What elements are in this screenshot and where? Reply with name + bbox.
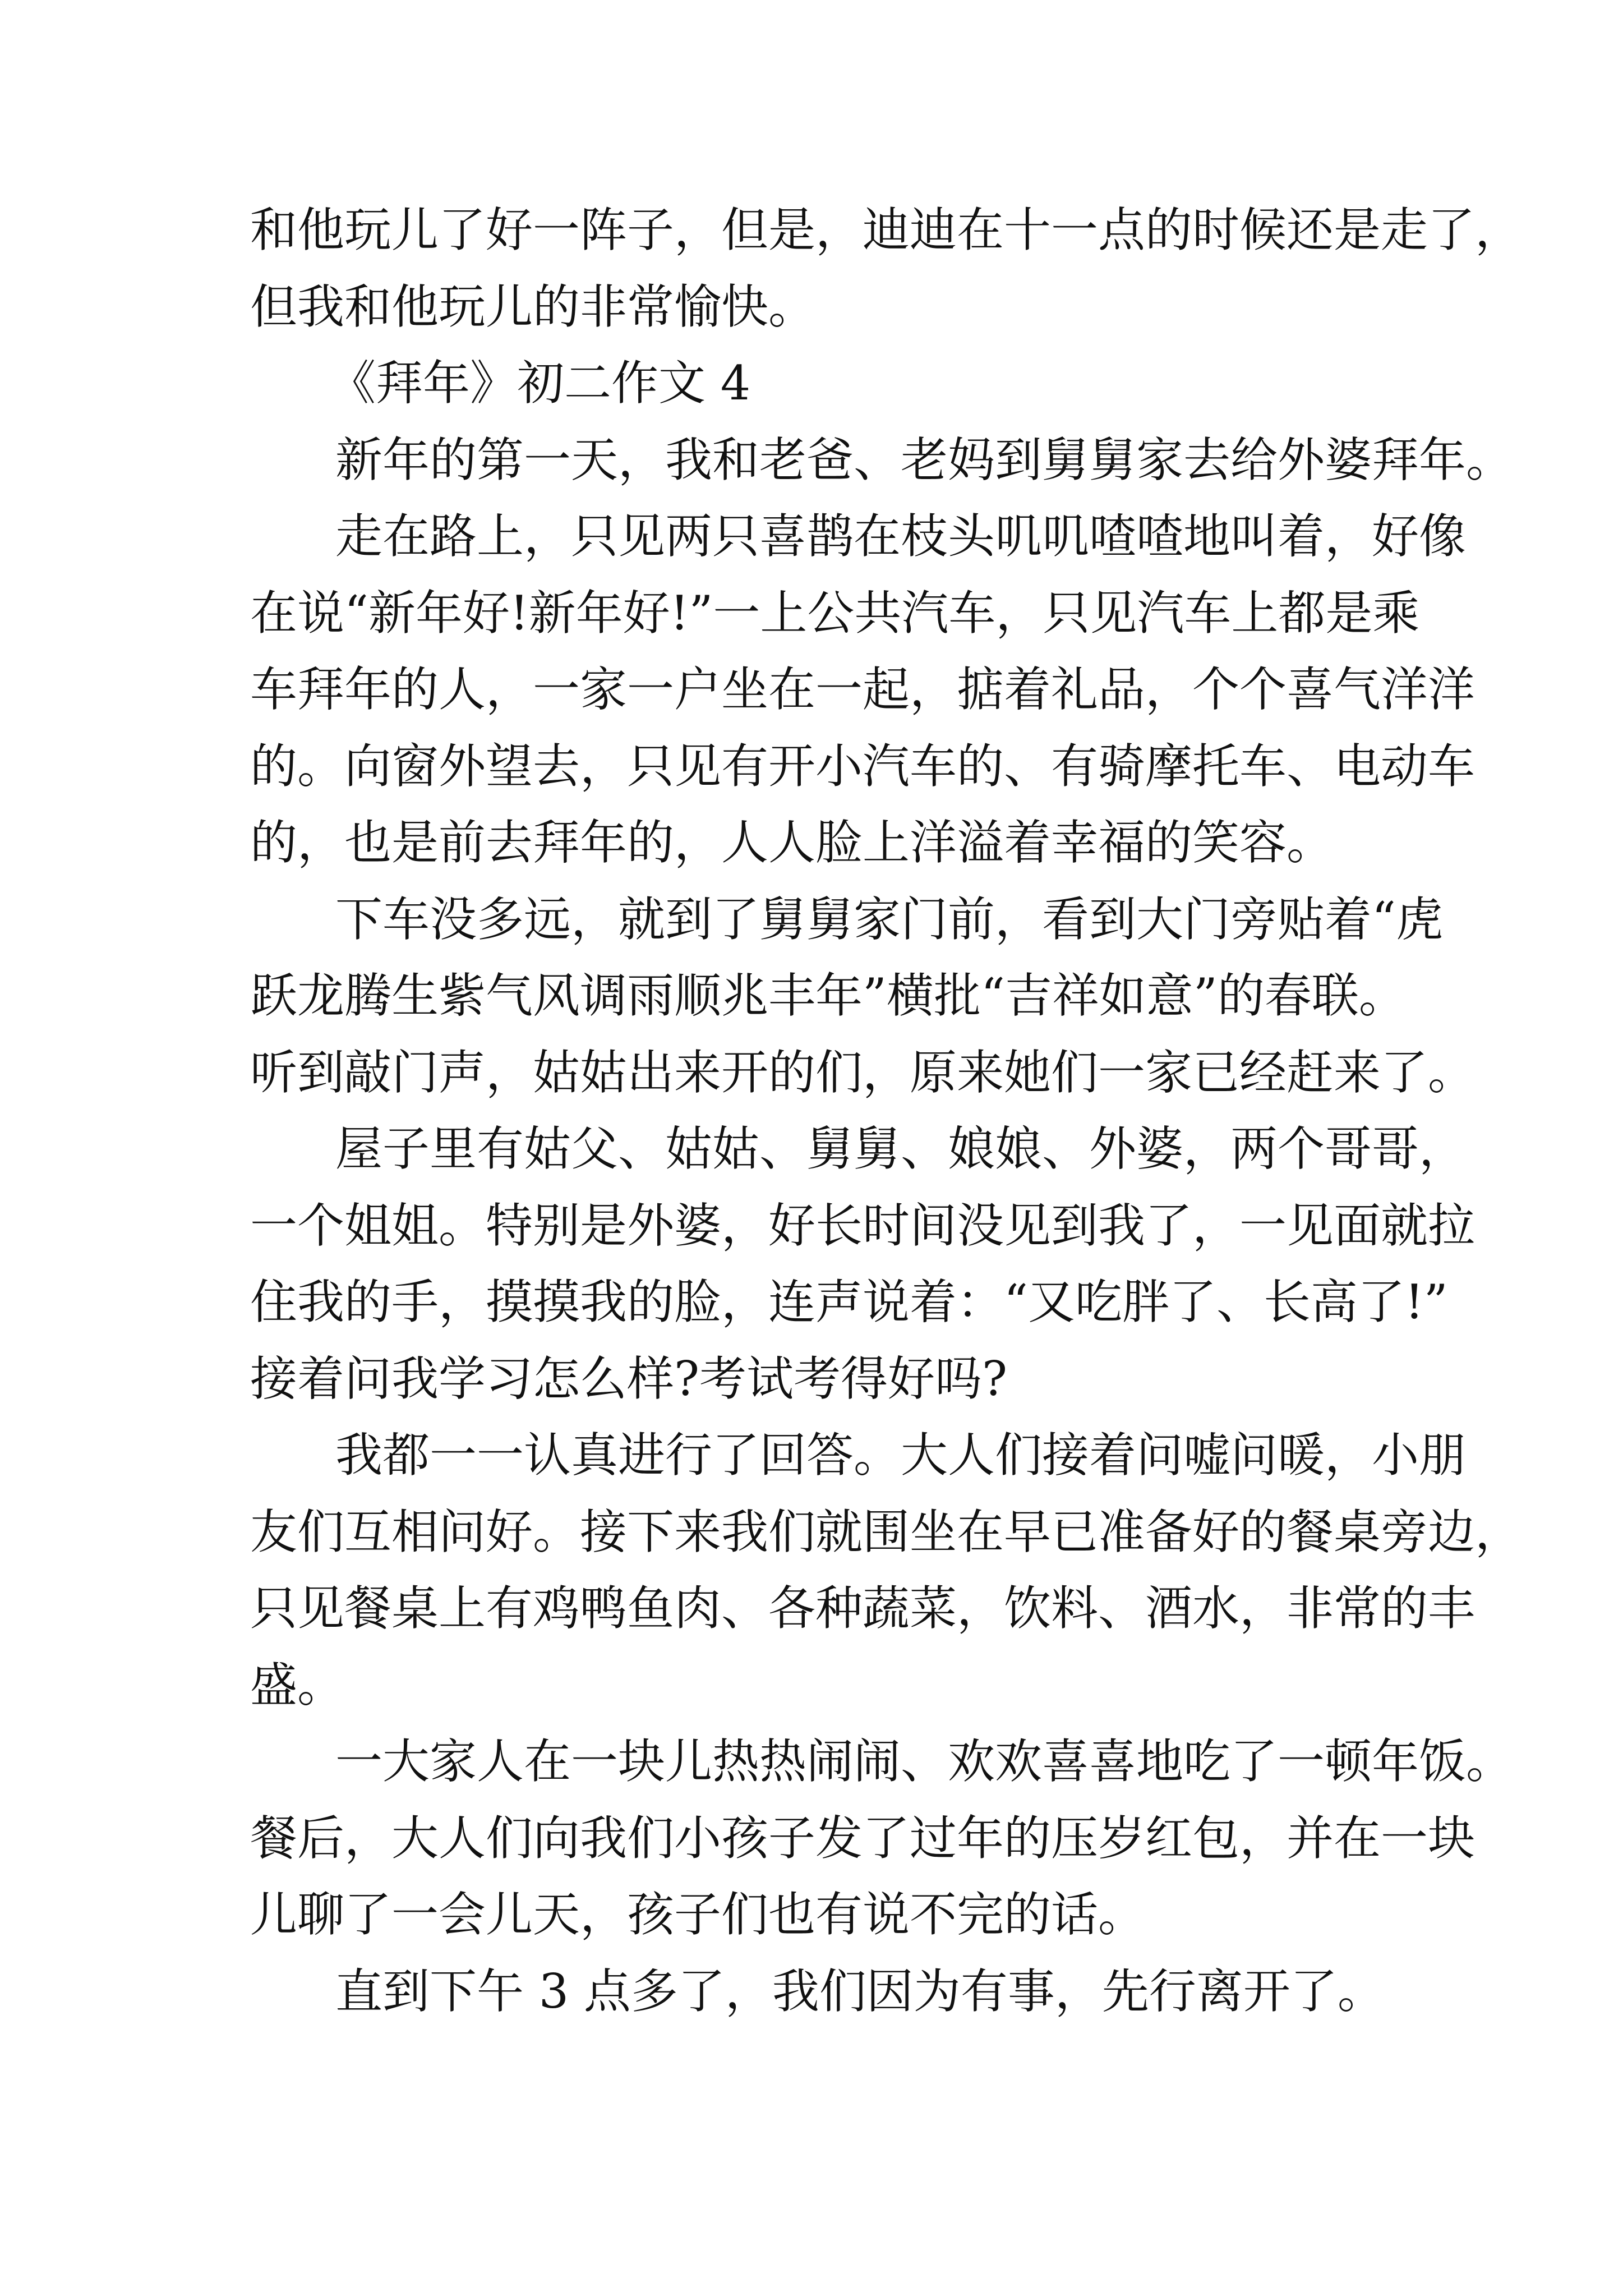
text-line: 车拜年的人，一家一户坐在一起，掂着礼品，个个喜气洋洋 [250, 662, 1476, 717]
text-line: 跃龙腾生紫气风调雨顺兆丰年”横批“吉祥如意”的春联。 [250, 968, 1406, 1023]
text-line: 我都一一认真进行了回答。大人们接着问嘘问暖，小朋 [335, 1428, 1467, 1483]
text-line: 一个姐姐。特别是外婆，好长时间没见到我了，一见面就拉 [250, 1198, 1476, 1253]
text-line: 直到下午 3 点多了，我们因为有事，先行离开了。 [335, 1963, 1385, 2019]
text-line: 走在路上，只见两只喜鹊在枝头叽叽喳喳地叫着，好像 [335, 509, 1467, 564]
text-line: 只见餐桌上有鸡鸭鱼肉、各种蔬菜，饮料、酒水，非常的丰 [250, 1581, 1476, 1636]
essay-body [250, 192, 1523, 2030]
text-line: 听到敲门声，姑姑出来开的们，原来她们一家已经赶来了。 [250, 1045, 1476, 1100]
text-line: 下车没多远，就到了舅舅家门前，看到大门旁贴着“虎 [335, 891, 1443, 947]
text-line: 友们互相问好。接下来我们就围坐在早已准备好的餐桌旁边， [250, 1504, 1523, 1559]
essay-title: 《拜年》初二作文 4 [329, 356, 751, 411]
text-line: 餐后，大人们向我们小孩子发了过年的压岁红包，并在一块 [250, 1810, 1476, 1866]
text-line: 接着问我学习怎么样?考试考得好吗? [250, 1351, 1008, 1406]
text-line: 和他玩儿了好一阵子，但是，迪迪在十一点的时候还是走了， [250, 203, 1523, 257]
text-line: 儿聊了一会儿天，孩子们也有说不完的话。 [250, 1887, 1146, 1942]
text-line: 屋子里有姑父、姑姑、舅舅、娘娘、外婆，两个哥哥， [335, 1121, 1467, 1176]
text-line: 在说“新年好!新年好!”一上公共汽车，只见汽车上都是乘 [250, 585, 1420, 641]
text-line: 但我和他玩儿的非常愉快。 [250, 279, 816, 334]
text-line: 盛。 [250, 1657, 345, 1713]
text-line: 新年的第一天，我和老爸、老妈到舅舅家去给外婆拜年。 [335, 432, 1514, 487]
text-line: 的。向窗外望去，只见有开小汽车的、有骑摩托车、电动车 [250, 738, 1476, 794]
text-line: 住我的手，摸摸我的脸，连声说着：“又吃胖了、长高了!” [250, 1274, 1448, 1329]
text-line: 一大家人在一块儿热热闹闹、欢欢喜喜地吃了一顿年饭。 [335, 1734, 1514, 1789]
text-line: 的，也是前去拜年的，人人脸上洋溢着幸福的笑容。 [250, 815, 1334, 870]
